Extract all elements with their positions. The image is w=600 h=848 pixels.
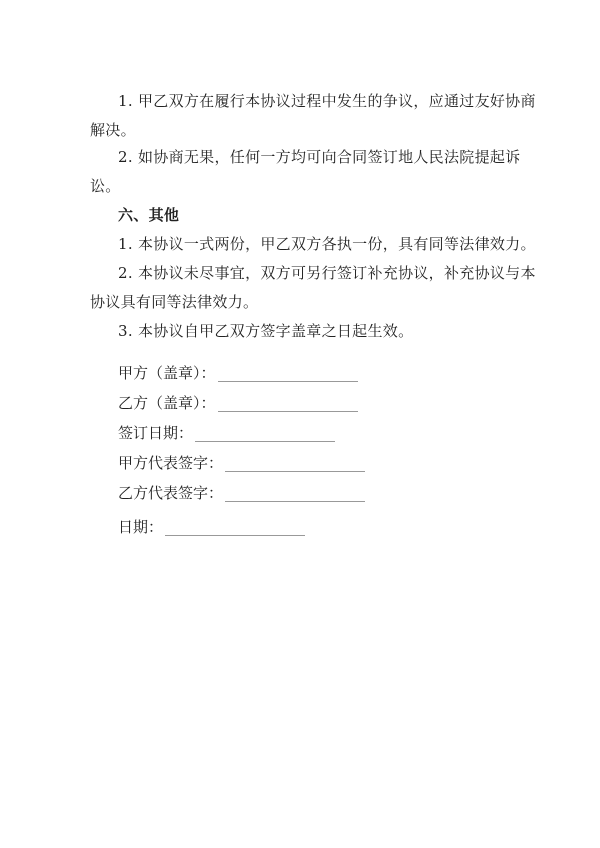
- signature-party-b-rep: [118, 484, 365, 502]
- signature-party-a-rep: [118, 454, 365, 472]
- dispute-item-2-cont: 讼。: [90, 177, 121, 195]
- dispute-item-1-cont: 解决。: [90, 121, 136, 139]
- signature-label: 签订日期：: [118, 424, 194, 442]
- signature-label: 乙方（盖章）：: [118, 394, 216, 412]
- signing-date: [118, 424, 335, 442]
- signature-blank[interactable]: [218, 397, 358, 412]
- section-heading-other: 六、其他: [118, 206, 180, 224]
- signature-label: 甲方（盖章）：: [118, 364, 216, 382]
- dispute-item-1: 1. 甲乙双方在履行本协议过程中发生的争议，应通过友好协商: [118, 92, 536, 110]
- signature-blank[interactable]: [165, 521, 305, 536]
- other-item-2: 2. 本协议未尽事宜，双方可另行签订补充协议，补充协议与本: [118, 264, 536, 282]
- signature-label: 乙方代表签字：: [118, 484, 224, 502]
- signature-label: 日期：: [118, 518, 164, 536]
- signature-party-b-seal: [118, 394, 358, 412]
- dispute-item-2: 2. 如协商无果，任何一方均可向合同签订地人民法院提起诉: [118, 148, 521, 166]
- signature-blank[interactable]: [225, 487, 365, 502]
- date: [118, 518, 305, 536]
- other-item-1: 1. 本协议一式两份，甲乙双方各执一份，具有同等法律效力。: [118, 235, 536, 253]
- signature-party-a-seal: [118, 364, 358, 382]
- signature-blank[interactable]: [225, 457, 365, 472]
- signature-blank[interactable]: [195, 427, 335, 442]
- other-item-2-cont: 协议具有同等法律效力。: [90, 293, 259, 311]
- signature-label: 甲方代表签字：: [118, 454, 224, 472]
- other-item-3: 3. 本协议自甲乙双方签字盖章之日起生效。: [118, 322, 414, 340]
- signature-blank[interactable]: [218, 367, 358, 382]
